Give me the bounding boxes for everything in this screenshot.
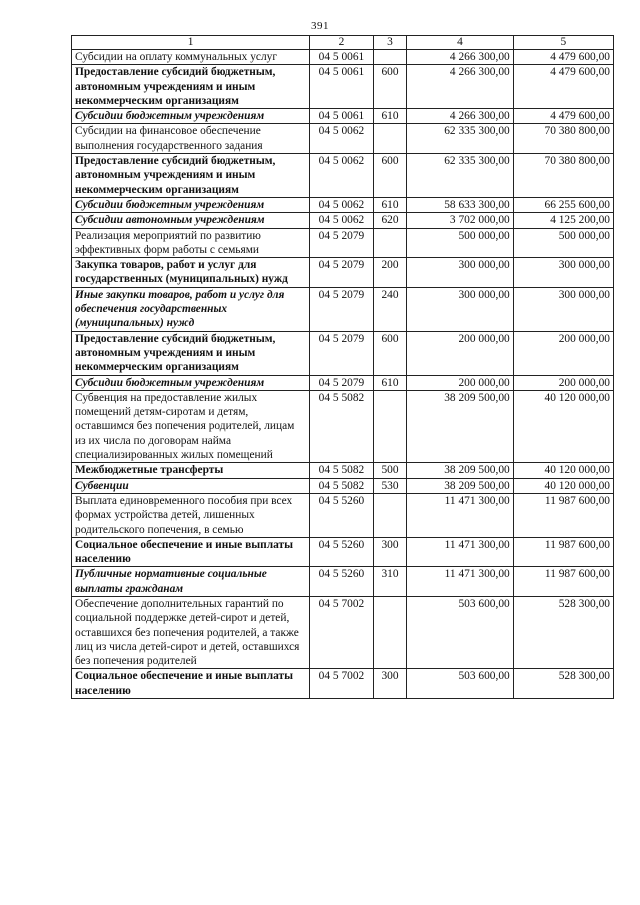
column-header-4: 4	[407, 36, 514, 50]
row-name: Реализация мероприятий по развитию эффективных форм работы с семьями	[72, 228, 310, 258]
row-value-4: 11 471 300,00	[407, 493, 514, 537]
row-value-5: 11 987 600,00	[513, 537, 613, 567]
table-row	[72, 390, 614, 462]
row-code: 04 5 0062	[310, 154, 374, 198]
row-value-4: 4 266 300,00	[407, 50, 514, 65]
row-name: Субсидии на оплату коммунальных услуг	[72, 50, 310, 65]
table-row	[72, 596, 614, 668]
table-row	[72, 109, 614, 124]
row-name: Субсидии бюджетным учреждениям	[72, 197, 310, 212]
row-code: 04 5 0061	[310, 109, 374, 124]
row-code: 04 5 2079	[310, 331, 374, 375]
budget-table	[71, 35, 614, 699]
row-value-5: 70 380 800,00	[513, 154, 613, 198]
row-value-5: 200 000,00	[513, 331, 613, 375]
row-name: Субвенции	[72, 478, 310, 493]
row-code: 04 5 7002	[310, 596, 374, 668]
row-name: Субсидии на финансовое обеспечение выполнения государственного задания	[72, 124, 310, 154]
row-type	[373, 493, 406, 537]
row-name: Субвенция на предоставление жилых помещений детям-сиротам и детям, оставшимся без попечения родителей, лицам из их числа по договорам найма специализированных жилых помещений	[72, 390, 310, 462]
table-row	[72, 567, 614, 597]
row-value-4: 200 000,00	[407, 375, 514, 390]
row-name: Предоставление субсидий бюджетным, автономным учреждениям и иным некоммерческим организациям	[72, 154, 310, 198]
table-row	[72, 287, 614, 331]
row-type	[373, 50, 406, 65]
row-value-4: 38 209 500,00	[407, 463, 514, 478]
row-value-4: 503 600,00	[407, 669, 514, 699]
row-code: 04 5 5260	[310, 567, 374, 597]
row-name: Выплата единовременного пособия при всех формах устройства детей, лишенных родительского попечения, в семью	[72, 493, 310, 537]
table-row	[72, 154, 614, 198]
row-name: Предоставление субсидий бюджетным, автономным учреждениям и иным некоммерческим организациям	[72, 65, 310, 109]
row-value-4: 11 471 300,00	[407, 567, 514, 597]
row-code: 04 5 5082	[310, 463, 374, 478]
row-code: 04 5 2079	[310, 228, 374, 258]
row-value-5: 40 120 000,00	[513, 463, 613, 478]
row-value-4: 3 702 000,00	[407, 213, 514, 228]
row-code: 04 5 5082	[310, 390, 374, 462]
row-name: Социальное обеспечение и иные выплаты населению	[72, 537, 310, 567]
row-value-5: 528 300,00	[513, 669, 613, 699]
row-type: 610	[373, 197, 406, 212]
row-value-4: 4 266 300,00	[407, 109, 514, 124]
table-row	[72, 197, 614, 212]
row-value-5: 11 987 600,00	[513, 567, 613, 597]
row-value-5: 40 120 000,00	[513, 478, 613, 493]
row-value-5: 300 000,00	[513, 287, 613, 331]
row-type: 240	[373, 287, 406, 331]
row-type: 530	[373, 478, 406, 493]
row-code: 04 5 0062	[310, 213, 374, 228]
row-name: Закупка товаров, работ и услуг для государственных (муниципальных) нужд	[72, 258, 310, 288]
row-value-4: 58 633 300,00	[407, 197, 514, 212]
row-code: 04 5 0062	[310, 124, 374, 154]
table-row	[72, 65, 614, 109]
row-value-5: 70 380 800,00	[513, 124, 613, 154]
row-value-4: 38 209 500,00	[407, 390, 514, 462]
row-value-4: 62 335 300,00	[407, 154, 514, 198]
row-value-5: 528 300,00	[513, 596, 613, 668]
table-row	[72, 493, 614, 537]
row-value-4: 38 209 500,00	[407, 478, 514, 493]
row-name: Субсидии автономным учреждениям	[72, 213, 310, 228]
row-value-5: 4 125 200,00	[513, 213, 613, 228]
row-value-5: 4 479 600,00	[513, 65, 613, 109]
row-name: Публичные нормативные социальные выплаты гражданам	[72, 567, 310, 597]
column-header-3: 3	[373, 36, 406, 50]
row-type: 200	[373, 258, 406, 288]
row-name: Предоставление субсидий бюджетным, автономным учреждениям и иным некоммерческим организациям	[72, 331, 310, 375]
page-number: 391	[311, 20, 329, 32]
row-code: 04 5 0061	[310, 65, 374, 109]
table-row	[72, 228, 614, 258]
row-name: Обеспечение дополнительных гарантий по социальной поддержке детей-сирот и детей, оставшихся без попечения родителей, а также лиц из числа детей-сирот и детей, оставшихся без попечения родителей	[72, 596, 310, 668]
row-value-5: 4 479 600,00	[513, 109, 613, 124]
table-row	[72, 50, 614, 65]
column-header-1: 1	[72, 36, 310, 50]
row-type	[373, 596, 406, 668]
header-row	[72, 36, 614, 50]
row-type: 300	[373, 537, 406, 567]
row-code: 04 5 0061	[310, 50, 374, 65]
row-type	[373, 124, 406, 154]
row-value-4: 500 000,00	[407, 228, 514, 258]
row-type: 620	[373, 213, 406, 228]
row-type: 600	[373, 154, 406, 198]
table-row	[72, 258, 614, 288]
row-type: 610	[373, 375, 406, 390]
row-code: 04 5 2079	[310, 258, 374, 288]
row-code: 04 5 5260	[310, 537, 374, 567]
table-body	[72, 50, 614, 699]
row-code: 04 5 0062	[310, 197, 374, 212]
table-row	[72, 669, 614, 699]
column-header-2: 2	[310, 36, 374, 50]
row-value-5: 4 479 600,00	[513, 50, 613, 65]
row-type: 600	[373, 331, 406, 375]
row-code: 04 5 7002	[310, 669, 374, 699]
row-name: Межбюджетные трансферты	[72, 463, 310, 478]
row-value-5: 11 987 600,00	[513, 493, 613, 537]
table-row	[72, 124, 614, 154]
table-row	[72, 331, 614, 375]
table-row	[72, 213, 614, 228]
row-code: 04 5 2079	[310, 375, 374, 390]
row-value-5: 66 255 600,00	[513, 197, 613, 212]
row-type: 300	[373, 669, 406, 699]
row-value-5: 200 000,00	[513, 375, 613, 390]
row-value-4: 62 335 300,00	[407, 124, 514, 154]
row-value-4: 200 000,00	[407, 331, 514, 375]
row-type: 610	[373, 109, 406, 124]
table-row	[72, 478, 614, 493]
row-name: Субсидии бюджетным учреждениям	[72, 109, 310, 124]
row-value-4: 4 266 300,00	[407, 65, 514, 109]
row-name: Социальное обеспечение и иные выплаты населению	[72, 669, 310, 699]
row-code: 04 5 5260	[310, 493, 374, 537]
row-type: 500	[373, 463, 406, 478]
row-type	[373, 390, 406, 462]
table-row	[72, 537, 614, 567]
row-type: 310	[373, 567, 406, 597]
row-name: Субсидии бюджетным учреждениям	[72, 375, 310, 390]
row-value-4: 300 000,00	[407, 258, 514, 288]
table-header	[72, 36, 614, 50]
row-name: Иные закупки товаров, работ и услуг для обеспечения государственных (муниципальных) нужд	[72, 287, 310, 331]
row-value-5: 500 000,00	[513, 228, 613, 258]
table-row	[72, 375, 614, 390]
row-type: 600	[373, 65, 406, 109]
row-type	[373, 228, 406, 258]
row-value-4: 503 600,00	[407, 596, 514, 668]
row-value-4: 300 000,00	[407, 287, 514, 331]
column-header-5: 5	[513, 36, 613, 50]
row-value-4: 11 471 300,00	[407, 537, 514, 567]
row-code: 04 5 2079	[310, 287, 374, 331]
table-row	[72, 463, 614, 478]
row-value-5: 40 120 000,00	[513, 390, 613, 462]
row-code: 04 5 5082	[310, 478, 374, 493]
row-value-5: 300 000,00	[513, 258, 613, 288]
